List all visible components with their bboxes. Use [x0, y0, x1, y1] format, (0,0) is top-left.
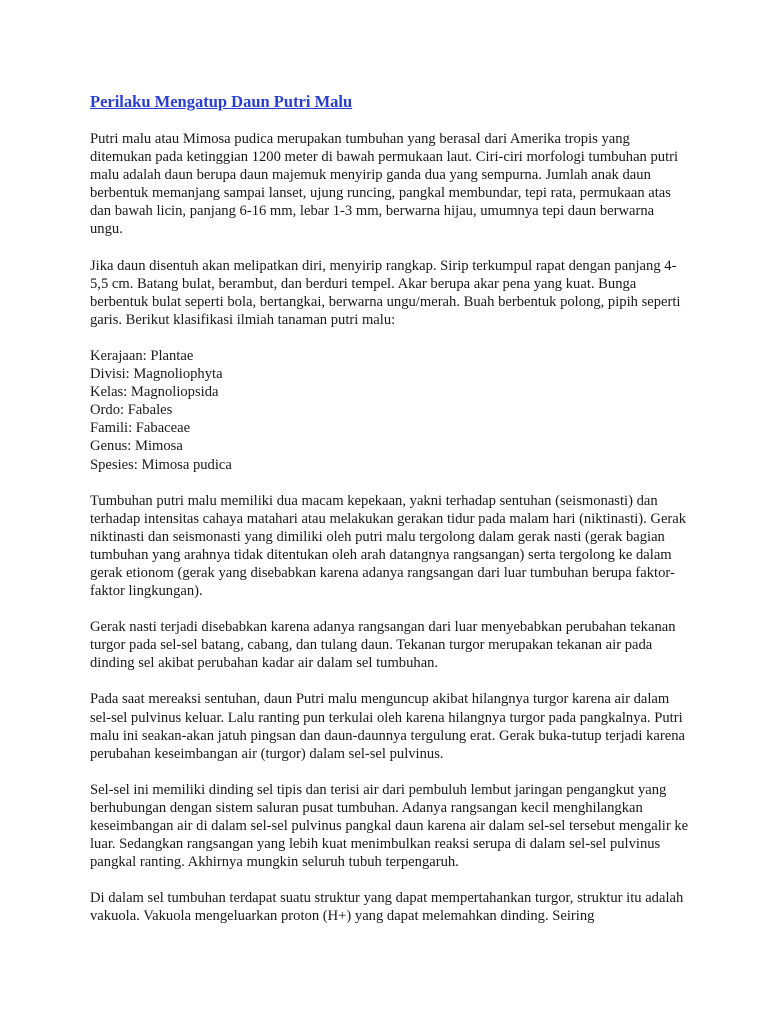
document-body [90, 92, 690, 943]
paragraph-pulvinus: Sel-sel ini memiliki dinding sel tipis dan terisi air dari pembuluh lembut jaringan pengangkut yang berhubungan dengan sistem saluran pusat tumbuhan. Adanya rangsangan kecil menghilangkan keseimbangan air di dalam sel-sel pulvinus pangkal daun karena air dalam sel-sel tersebut mengalir ke luar. Sedangkan rangsangan yang lebih kuat menimbulkan reaksi serupa di dalam sel-sel pulvinus pangkal ranting. Akhirnya mungkin seluruh tubuh terpengaruh. [90, 781, 689, 871]
paragraph-vacuole: Di dalam sel tumbuhan terdapat suatu struktur yang dapat mempertahankan turgor, struktur itu adalah vakuola. Vakuola mengeluarkan proton (H+) yang dapat melemahkan dinding. Seiring [90, 890, 684, 925]
classification-item: Kelas: Magnoliopsida [90, 384, 219, 401]
paragraph-morphology: Jika daun disentuh akan melipatkan diri, menyirip rangkap. Sirip terkumpul rapat dengan panjang 4-5,5 cm. Batang bulat, berambut, dan berduri tempel. Akar berupa akar pena yang kuat. Bunga berbentuk bulat seperti bola, bertangkai, berwarna ungu/merah. Buah berbentuk polong, pipih seperti garis. Berikut klasifikasi ilmiah tanaman putri malu: [90, 257, 681, 328]
document-title-link[interactable]: Perilaku Mengatup Daun Putri Malu [90, 92, 353, 111]
classification-item: Genus: Mimosa [90, 438, 183, 455]
paragraph-intro: Putri malu atau Mimosa pudica merupakan tumbuhan yang berasal dari Amerika tropis yang ditemukan pada ketinggian 1200 meter di bawah permukaan laut. Ciri-ciri morfologi tumbuhan putri malu adalah daun berupa daun majemuk menyirip ganda dua yang sempurna. Jumlah anak daun berbentuk memanjang sampai lanset, ujung runcing, pangkal membundar, tepi rata, permukaan atas dan bawah licin, panjang 6-16 mm, lebar 1-3 mm, berwarna hijau, umumnya tepi daun berwarna ungu. [90, 131, 679, 238]
paragraph-nasti: Gerak nasti terjadi disebabkan karena adanya rangsangan dari luar menyebabkan perubahan tekanan turgor pada sel-sel batang, cabang, dan tulang daun. Tekanan turgor merupakan tekanan air pada dinding sel akibat perubahan kadar air dalam sel tumbuhan. [90, 619, 676, 672]
paragraph-sensitivity: Tumbuhan putri malu memiliki dua macam kepekaan, yakni terhadap sentuhan (seismonasti) dan terhadap intensitas cahaya matahari atau melakukan gerakan tidur pada malam hari (niktinasti). Gerak niktinasti dan seismonasti yang dimiliki oleh putri malu tergolong dalam gerak nasti (gerak bagian tumbuhan yang arahnya tidak ditentukan oleh arah datangnya rangsangan) serta tergolong ke dalam gerak etionom (gerak yang disebabkan karena adanya rangsangan dari luar tumbuhan berupa faktor-faktor lingkungan). [90, 492, 687, 600]
classification-item: Spesies: Mimosa pudica [90, 456, 232, 473]
classification-item: Ordo: Fabales [90, 402, 173, 419]
classification-list [90, 347, 690, 474]
paragraph-touch-reaction: Pada saat mereaksi sentuhan, daun Putri malu menguncup akibat hilangnya turgor karena air dalam sel-sel pulvinus keluar. Lalu ranting pun terkulai oleh karena hilangnya turgor pada pangkalnya. Putri malu ini seakan-akan jatuh pingsan dan daun-daunnya tergulung erat. Gerak buka-tutup terjadi karena perubahan keseimbangan air (turgor) dalam sel-sel pulvinus. [90, 691, 686, 762]
classification-item: Kerajaan: Plantae [90, 347, 194, 364]
classification-item: Famili: Fabaceae [90, 420, 191, 437]
classification-item: Divisi: Magnoliophyta [90, 366, 223, 383]
